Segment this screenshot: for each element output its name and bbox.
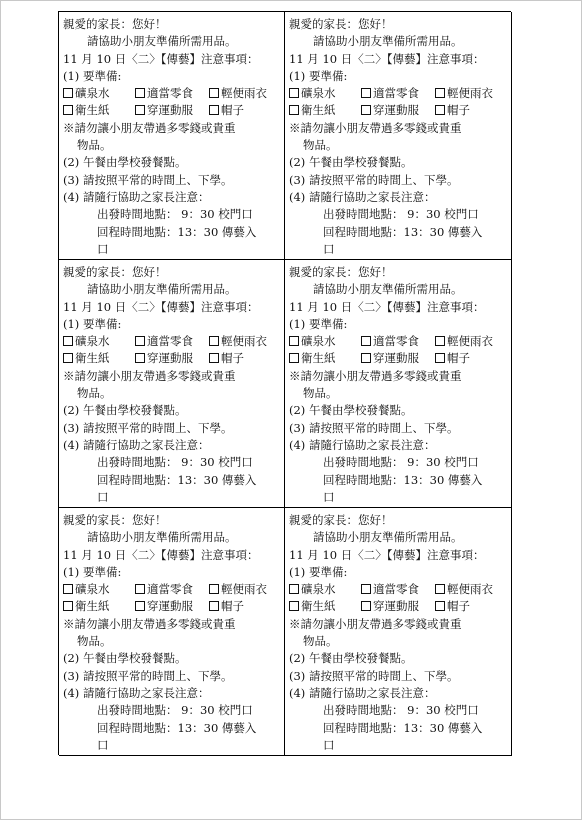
checkbox-option[interactable] [361,102,435,119]
checkbox-label: 礦泉水 [301,86,336,101]
checkbox-icon[interactable] [135,336,145,346]
checkbox-option[interactable] [361,333,435,350]
checkbox-option[interactable] [63,350,135,367]
checkbox-label: 適當零食 [147,334,193,349]
return-line-cont: 口 [323,737,335,752]
checkbox-row [63,333,284,350]
checkbox-icon[interactable] [209,601,219,611]
checkbox-option[interactable] [63,85,135,102]
checkbox-row [289,598,511,615]
checkbox-option[interactable] [135,598,209,615]
checkbox-label: 適當零食 [147,86,193,101]
return-line: 回程時間地點：13：30 傳藝入 [97,720,257,735]
warning-line-cont: 物品。 [303,634,338,649]
request-line: 請協助小朋友準備所需用品。 [313,34,463,49]
request-line: 請協助小朋友準備所需用品。 [313,282,463,297]
checkbox-icon[interactable] [289,353,299,363]
checkbox-option[interactable] [63,581,135,598]
return-line: 回程時間地點：13：30 傳藝入 [97,224,257,239]
checkbox-label: 礦泉水 [75,86,110,101]
checkbox-icon[interactable] [135,584,145,594]
checkbox-label: 適當零食 [373,582,419,597]
return-line-cont: 口 [97,737,109,752]
checkbox-option[interactable] [435,333,493,350]
item1-heading: (1) 要準備: [63,316,122,331]
item2-line: (2) 午餐由學校發餐點。 [289,651,413,666]
item4-heading: (4) 請隨行協助之家長注意： [289,189,436,204]
checkbox-label: 衛生紙 [301,103,336,118]
return-line: 回程時間地點：13：30 傳藝入 [323,472,483,487]
checkbox-option[interactable] [435,102,470,119]
checkbox-row [63,350,284,367]
checkbox-label: 輕便雨衣 [221,86,267,101]
notice-card [59,260,285,508]
departure-line: 出發時間地點： 9：30 校門口 [323,207,479,222]
item3-line: (3) 請按照平常的時間上、下學。 [63,668,233,683]
checkbox-option[interactable] [289,85,361,102]
checkbox-option[interactable] [209,581,267,598]
checkbox-label: 帽子 [221,103,244,118]
checkbox-label: 輕便雨衣 [447,582,493,597]
warning-line: ※請勿讓小朋友帶過多零錢或貴重 [63,616,236,631]
departure-line: 出發時間地點： 9：30 校門口 [97,703,253,718]
checkbox-icon[interactable] [63,336,73,346]
checkbox-icon[interactable] [135,88,145,98]
checkbox-option[interactable] [209,102,244,119]
warning-line: ※請勿讓小朋友帶過多零錢或貴重 [289,368,462,383]
checkbox-option[interactable] [209,333,267,350]
checkbox-label: 礦泉水 [301,334,336,349]
request-line: 請協助小朋友準備所需用品。 [87,530,237,545]
notice-card [285,260,512,508]
warning-line-cont: 物品。 [303,386,338,401]
item4-heading: (4) 請隨行協助之家長注意： [63,189,210,204]
checkbox-icon[interactable] [209,336,219,346]
return-line-cont: 口 [323,489,335,504]
checkbox-icon[interactable] [435,88,445,98]
warning-line: ※請勿讓小朋友帶過多零錢或貴重 [289,616,462,631]
warning-line-cont: 物品。 [77,138,112,153]
item1-heading: (1) 要準備: [289,564,348,579]
checkbox-row [289,581,511,598]
checkbox-icon[interactable] [361,584,371,594]
item1-heading: (1) 要準備: [289,316,348,331]
checkbox-label: 礦泉水 [75,582,110,597]
checkbox-icon[interactable] [435,584,445,594]
warning-line-cont: 物品。 [303,138,338,153]
return-line: 回程時間地點：13：30 傳藝入 [97,472,257,487]
return-line-cont: 口 [97,241,109,256]
checkbox-option[interactable] [361,350,435,367]
checkbox-row [63,598,284,615]
warning-line: ※請勿讓小朋友帶過多零錢或貴重 [63,368,236,383]
item2-line: (2) 午餐由學校發餐點。 [63,155,187,170]
checkbox-label: 穿運動服 [373,103,419,118]
item1-heading: (1) 要準備: [289,68,348,83]
warning-line: ※請勿讓小朋友帶過多零錢或貴重 [289,120,462,135]
date-line: 11 月 10 日〈二〉【傳藝】注意事項： [63,51,259,66]
item2-line: (2) 午餐由學校發餐點。 [289,403,413,418]
checkbox-icon[interactable] [435,353,445,363]
checkbox-icon[interactable] [435,105,445,115]
checkbox-label: 穿運動服 [373,599,419,614]
checkbox-label: 帽子 [221,351,244,366]
checkbox-row [289,102,511,119]
checkbox-label: 適當零食 [147,582,193,597]
warning-line-cont: 物品。 [77,386,112,401]
item3-line: (3) 請按照平常的時間上、下學。 [289,668,459,683]
checkbox-icon[interactable] [435,601,445,611]
checkbox-row [63,102,284,119]
checkbox-icon[interactable] [289,105,299,115]
checkbox-icon[interactable] [435,336,445,346]
checkbox-icon[interactable] [289,584,299,594]
item2-line: (2) 午餐由學校發餐點。 [289,155,413,170]
notice-card [59,508,285,756]
checkbox-icon[interactable] [63,353,73,363]
item1-heading: (1) 要準備: [63,564,122,579]
checkbox-label: 帽子 [447,599,470,614]
request-line: 請協助小朋友準備所需用品。 [87,282,237,297]
notice-card [59,12,285,260]
item2-line: (2) 午餐由學校發餐點。 [63,403,187,418]
checkbox-icon[interactable] [63,105,73,115]
checkbox-icon[interactable] [289,601,299,611]
checkbox-label: 輕便雨衣 [221,334,267,349]
checkbox-option[interactable] [361,85,435,102]
checkbox-icon[interactable] [63,88,73,98]
checkbox-label: 衛生紙 [75,103,110,118]
checkbox-option[interactable] [435,581,493,598]
date-line: 11 月 10 日〈二〉【傳藝】注意事項： [289,547,485,562]
checkbox-option[interactable] [135,581,209,598]
greeting: 親愛的家長：您好！ [289,265,393,279]
item3-line: (3) 請按照平常的時間上、下學。 [63,420,233,435]
return-line-cont: 口 [97,489,109,504]
greeting: 親愛的家長：您好！ [289,17,393,31]
checkbox-option[interactable] [63,598,135,615]
checkbox-label: 帽子 [221,599,244,614]
checkbox-icon[interactable] [209,584,219,594]
checkbox-option[interactable] [435,350,470,367]
checkbox-icon[interactable] [63,601,73,611]
warning-line-cont: 物品。 [77,634,112,649]
checkbox-option[interactable] [289,102,361,119]
checkbox-option[interactable] [289,350,361,367]
checkbox-label: 衛生紙 [75,599,110,614]
greeting: 親愛的家長：您好！ [289,513,393,527]
checkbox-label: 穿運動服 [373,351,419,366]
checkbox-label: 帽子 [447,103,470,118]
checkbox-row [289,350,511,367]
date-line: 11 月 10 日〈二〉【傳藝】注意事項： [289,51,485,66]
checkbox-label: 礦泉水 [75,334,110,349]
request-line: 請協助小朋友準備所需用品。 [313,530,463,545]
checkbox-label: 衛生紙 [75,351,110,366]
item3-line: (3) 請按照平常的時間上、下學。 [289,420,459,435]
date-line: 11 月 10 日〈二〉【傳藝】注意事項： [63,299,259,314]
checkbox-option[interactable] [135,333,209,350]
return-line: 回程時間地點：13：30 傳藝入 [323,224,483,239]
checkbox-row [63,85,284,102]
checkbox-label: 衛生紙 [301,599,336,614]
checkbox-label: 輕便雨衣 [447,334,493,349]
checkbox-label: 適當零食 [373,86,419,101]
date-line: 11 月 10 日〈二〉【傳藝】注意事項： [63,547,259,562]
checkbox-label: 輕便雨衣 [447,86,493,101]
checkbox-option[interactable] [209,350,244,367]
checkbox-label: 穿運動服 [147,351,193,366]
warning-line: ※請勿讓小朋友帶過多零錢或貴重 [63,120,236,135]
departure-line: 出發時間地點： 9：30 校門口 [97,455,253,470]
notice-grid [58,11,511,755]
checkbox-icon[interactable] [209,105,219,115]
checkbox-option[interactable] [435,598,470,615]
checkbox-option[interactable] [289,581,361,598]
checkbox-icon[interactable] [289,336,299,346]
greeting: 親愛的家長：您好！ [63,513,167,527]
checkbox-icon[interactable] [361,353,371,363]
departure-line: 出發時間地點： 9：30 校門口 [323,703,479,718]
item4-heading: (4) 請隨行協助之家長注意： [63,437,210,452]
checkbox-option[interactable] [135,102,209,119]
checkbox-option[interactable] [435,85,493,102]
return-line-cont: 口 [323,241,335,256]
checkbox-option[interactable] [209,598,244,615]
checkbox-icon[interactable] [209,353,219,363]
checkbox-label: 礦泉水 [301,582,336,597]
checkbox-option[interactable] [63,333,135,350]
greeting: 親愛的家長：您好！ [63,17,167,31]
checkbox-option[interactable] [289,333,361,350]
checkbox-label: 帽子 [447,351,470,366]
request-line: 請協助小朋友準備所需用品。 [87,34,237,49]
date-line: 11 月 10 日〈二〉【傳藝】注意事項： [289,299,485,314]
item1-heading: (1) 要準備: [63,68,122,83]
checkbox-icon[interactable] [361,601,371,611]
item4-heading: (4) 請隨行協助之家長注意： [289,437,436,452]
checkbox-row [63,581,284,598]
checkbox-label: 衛生紙 [301,351,336,366]
checkbox-option[interactable] [209,85,267,102]
item3-line: (3) 請按照平常的時間上、下學。 [289,172,459,187]
checkbox-option[interactable] [135,350,209,367]
checkbox-option[interactable] [135,85,209,102]
checkbox-icon[interactable] [209,88,219,98]
checkbox-icon[interactable] [361,105,371,115]
checkbox-option[interactable] [361,598,435,615]
item2-line: (2) 午餐由學校發餐點。 [63,651,187,666]
checkbox-option[interactable] [289,598,361,615]
checkbox-label: 穿運動服 [147,599,193,614]
item4-heading: (4) 請隨行協助之家長注意： [63,685,210,700]
notice-card [285,12,512,260]
checkbox-option[interactable] [361,581,435,598]
checkbox-icon[interactable] [135,353,145,363]
checkbox-label: 適當零食 [373,334,419,349]
departure-line: 出發時間地點： 9：30 校門口 [323,455,479,470]
item3-line: (3) 請按照平常的時間上、下學。 [63,172,233,187]
item4-heading: (4) 請隨行協助之家長注意： [289,685,436,700]
checkbox-label: 穿運動服 [147,103,193,118]
checkbox-icon[interactable] [63,584,73,594]
checkbox-row [289,333,511,350]
notice-card [285,508,512,756]
checkbox-icon[interactable] [361,88,371,98]
checkbox-label: 輕便雨衣 [221,582,267,597]
return-line: 回程時間地點：13：30 傳藝入 [323,720,483,735]
greeting: 親愛的家長：您好！ [63,265,167,279]
checkbox-icon[interactable] [135,105,145,115]
checkbox-option[interactable] [63,102,135,119]
departure-line: 出發時間地點： 9：30 校門口 [97,207,253,222]
checkbox-icon[interactable] [361,336,371,346]
checkbox-icon[interactable] [289,88,299,98]
checkbox-row [289,85,511,102]
checkbox-icon[interactable] [135,601,145,611]
